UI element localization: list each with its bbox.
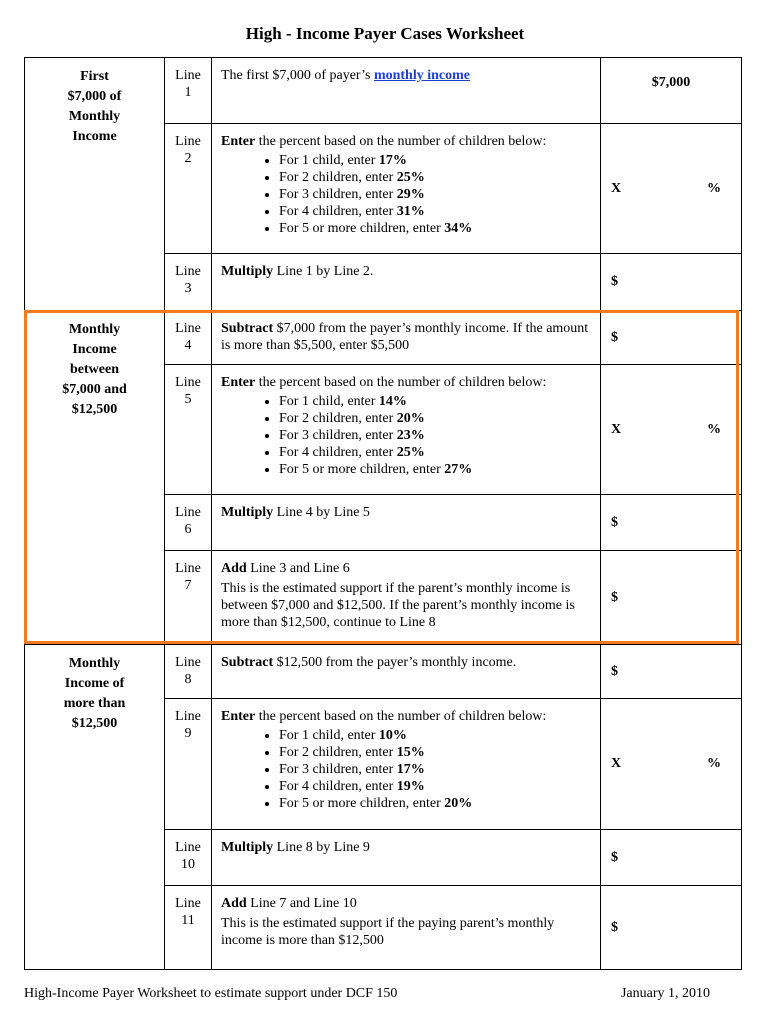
line-8-number: Line 8	[165, 645, 212, 699]
page-title: High - Income Payer Cases Worksheet	[245, 24, 525, 43]
line-6-amount: $	[601, 495, 742, 551]
option-item: • For 3 children, enter 29%	[279, 186, 592, 203]
line-4-description: Subtract $7,000 from the payer’s monthly income. If the amount is more than $5,500, enter $5,500	[212, 311, 601, 365]
line-11-note: This is the estimated support if the paying parent’s monthly income is more than $12,500	[221, 916, 555, 948]
line-11-description: Add Line 7 and Line 10 This is the estimated support if the paying parent’s monthly income is more than $12,500	[212, 886, 601, 970]
line-3-description: Multiply Line 1 by Line 2.	[212, 254, 601, 311]
line-10-number: Line 10	[165, 830, 212, 886]
line-4-row	[25, 311, 742, 365]
line-2-description: Enter the percent based on the number of children below: • For 1 child, enter 17% • For 2 children, enter 25% • For 3 children, enter 29% • For 4 children, enter 31% • For 5 or more children, enter 34%	[212, 124, 601, 254]
line-2-number: Line 2	[165, 124, 212, 254]
line-1-row	[25, 58, 742, 124]
line-5-amount: X %	[601, 365, 742, 495]
line-6-number: Line 6	[165, 495, 212, 551]
option-item: • For 4 children, enter 19%	[279, 778, 592, 795]
line-2-amount: X %	[601, 124, 742, 254]
line-11-amount: $	[601, 886, 742, 970]
option-item: • For 5 or more children, enter 27%	[279, 461, 592, 478]
line-1-description: The first $7,000 of payer’s monthly income	[212, 58, 601, 124]
line-3-number: Line 3	[165, 254, 212, 311]
monthly-income-link[interactable]: monthly income	[373, 68, 470, 83]
worksheet-table	[24, 57, 742, 970]
line-4-amount: $	[601, 311, 742, 365]
option-item: • For 1 child, enter 10%	[279, 727, 592, 744]
line-3-amount: $	[601, 254, 742, 311]
line-8-description: Subtract $12,500 from the payer’s monthly income.	[212, 645, 601, 699]
line-9-amount: X %	[601, 699, 742, 830]
option-item: • For 3 children, enter 23%	[279, 427, 592, 444]
line-2-options	[221, 152, 592, 237]
section-3-label: Monthly Income of more than $12,500	[25, 645, 165, 970]
option-item: • For 2 children, enter 15%	[279, 744, 592, 761]
line-4-number: Line 4	[165, 311, 212, 365]
option-item: • For 1 child, enter 17%	[279, 152, 592, 169]
line-5-number: Line 5	[165, 365, 212, 495]
line-9-number: Line 9	[165, 699, 212, 830]
footer-caption: High-Income Payer Worksheet to estimate support under DCF 150	[24, 986, 398, 1001]
option-item: • For 4 children, enter 31%	[279, 203, 592, 220]
line-9-description: Enter the percent based on the number of children below: • For 1 child, enter 10% • For 2 children, enter 15% • For 3 children, enter 17% • For 4 children, enter 19% • For 5 or more children, enter 20%	[212, 699, 601, 830]
line-7-number: Line 7	[165, 551, 212, 645]
line-6-description: Multiply Line 4 by Line 5	[212, 495, 601, 551]
line-10-description: Multiply Line 8 by Line 9	[212, 830, 601, 886]
option-item: • For 5 or more children, enter 34%	[279, 220, 592, 237]
line-10-amount: $	[601, 830, 742, 886]
footer-date: January 1, 2010	[620, 986, 710, 1001]
line-7-amount: $	[601, 551, 742, 645]
line-8-row	[25, 645, 742, 699]
option-item: • For 5 or more children, enter 20%	[279, 795, 592, 812]
line-7-note: This is the estimated support if the parent’s monthly income is between $7,000 and $12,500. If the parent’s monthly income is more than $12,500, continue to Line 8	[221, 581, 575, 630]
line-8-amount: $	[601, 645, 742, 699]
section-2-label: Monthly Income between $7,000 and $12,500	[25, 311, 165, 645]
line-5-description: Enter the percent based on the number of children below: • For 1 child, enter 14% • For 2 children, enter 20% • For 3 children, enter 23% • For 4 children, enter 25% • For 5 or more children, enter 27%	[212, 365, 601, 495]
line-11-number: Line 11	[165, 886, 212, 970]
line-1-amount: $7,000	[601, 58, 742, 124]
option-item: • For 2 children, enter 20%	[279, 410, 592, 427]
option-item: • For 1 child, enter 14%	[279, 393, 592, 410]
line-7-description: Add Line 3 and Line 6 This is the estimated support if the parent’s monthly income is between $7,000 and $12,500. If the parent’s monthly income is more than $12,500, continue to Line 8	[212, 551, 601, 645]
option-item: • For 4 children, enter 25%	[279, 444, 592, 461]
option-item: • For 3 children, enter 17%	[279, 761, 592, 778]
option-item: • For 2 children, enter 25%	[279, 169, 592, 186]
section-1-label: First $7,000 of Monthly Income	[25, 58, 165, 311]
line-9-options	[221, 727, 592, 812]
line-5-options	[221, 393, 592, 478]
line-1-number: Line 1	[165, 58, 212, 124]
